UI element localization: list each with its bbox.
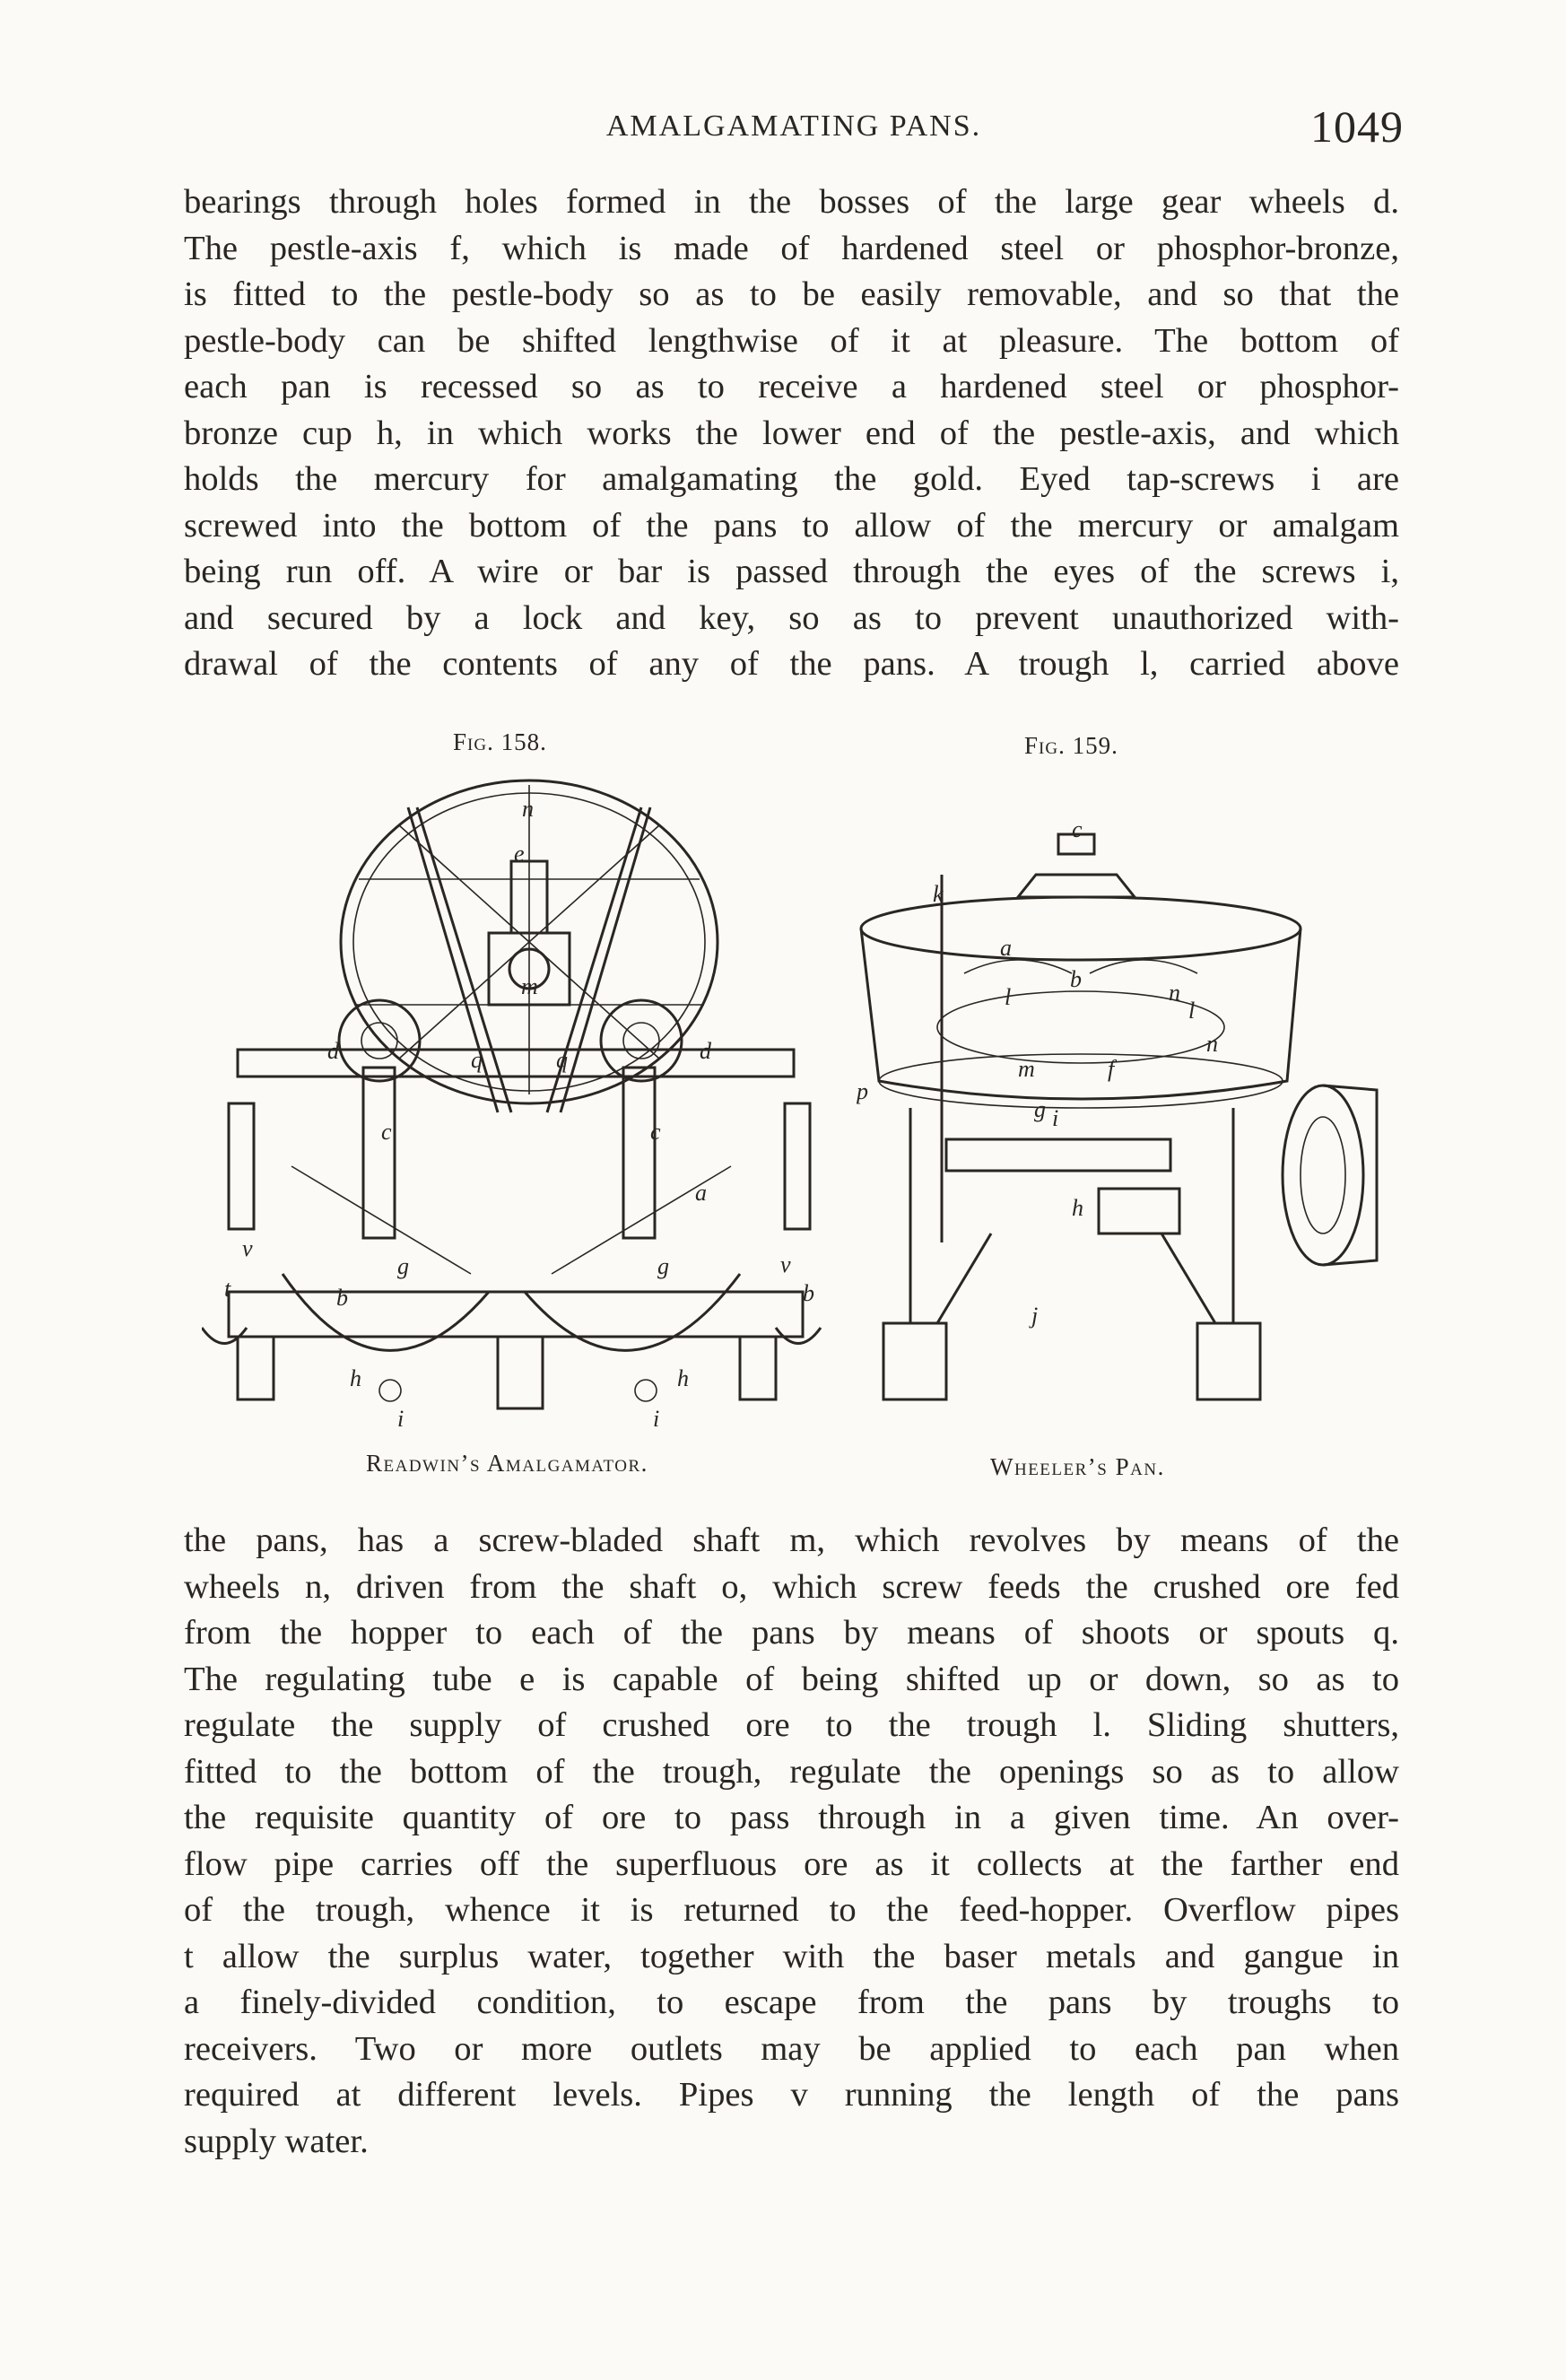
text-line: supply water.	[184, 2122, 369, 2160]
fig-label-letter: q	[471, 1047, 483, 1073]
text-line: screwed into the bottom of the pans to allow of the mercury or amalgam	[184, 506, 1399, 545]
text-line: fitted to the bottom of the trough, regulate the openings so as to allow	[184, 1752, 1399, 1791]
fig-label-letter: l	[1005, 984, 1012, 1010]
fig-label-letter: b	[803, 1280, 814, 1306]
fig-label-letter: b	[1070, 966, 1082, 992]
fig-label-letter: c	[650, 1119, 661, 1145]
text-line: receivers. Two or more outlets may be applied to each pan when	[184, 2029, 1399, 2068]
fig-label-letter: t	[224, 1276, 231, 1302]
fig-158-label: Fig. 158.	[453, 728, 547, 755]
fig-label-letter: i	[397, 1406, 405, 1432]
fig-label-letter: q	[556, 1047, 568, 1073]
fig-label-letter: g	[397, 1253, 409, 1279]
paragraph-top	[184, 179, 1399, 688]
fig-label-letter: b	[336, 1285, 348, 1311]
fig-label-letter: g	[657, 1253, 669, 1279]
fig-label-letter: v	[242, 1235, 253, 1261]
text-line: from the hopper to each of the pans by means of shoots or spouts q.	[184, 1614, 1399, 1652]
fig-label-letter: h	[350, 1365, 361, 1391]
text-line: drawal of the contents of any of the pans. A trough l, carried above	[184, 645, 1399, 683]
fig-label-letter: m	[1018, 1056, 1035, 1082]
fig-label-letter: v	[780, 1251, 791, 1277]
fig-label-letter: h	[1072, 1195, 1083, 1221]
text-line: regulate the supply of crushed ore to the trough l. Sliding shutters,	[184, 1706, 1399, 1744]
fig-159-label: Fig. 159.	[1024, 732, 1118, 759]
fig-label-letter: i	[653, 1406, 660, 1432]
fig-158-caption: Readwin’s Amalgamator.	[366, 1450, 648, 1477]
fig-label-letter: f	[1108, 1056, 1115, 1082]
text-line: The pestle-axis f, which is made of hardened steel or phosphor-bronze,	[184, 229, 1399, 267]
text-line: t allow the surplus water, together with the baser metals and gangue in	[184, 1937, 1399, 1975]
fig-159-caption: Wheeler’s Pan.	[990, 1453, 1165, 1480]
paragraph-bottom	[184, 1518, 1399, 2165]
fig-label-letter: i	[1052, 1105, 1059, 1131]
fig-label-letter: j	[1031, 1303, 1039, 1329]
text-line: and secured by a lock and key, so as to prevent unauthorized with-	[184, 598, 1399, 637]
text-line: each pan is recessed so as to receive a hardened steel or phosphor-	[184, 368, 1399, 405]
fig-label-letter: c	[1072, 821, 1083, 842]
fig-159-drawing	[857, 821, 1386, 1413]
running-title: AMALGAMATING PANS.	[605, 109, 982, 143]
page-number: 1049	[1310, 101, 1404, 152]
fig-label-letter: h	[677, 1365, 689, 1391]
text-line: a finely-divided condition, to escape from the pans by troughs to	[184, 1983, 1399, 2021]
text-line: pestle-body can be shifted lengthwise of it at pleasure. The bottom of	[184, 321, 1399, 360]
fig-label-letter: n	[1169, 980, 1180, 1006]
fig-label-letter: g	[1034, 1096, 1046, 1122]
text-line: is fitted to the pestle-body so as to be easily removable, and so that the	[184, 275, 1399, 313]
fig-label-letter: a	[1000, 935, 1012, 961]
fig-158-drawing	[202, 772, 839, 1435]
text-line: wheels n, driven from the shaft o, which screw feeds the crushed ore fed	[184, 1567, 1399, 1606]
fig-label-letter: p	[857, 1078, 868, 1104]
fig-label-letter: n	[1206, 1031, 1218, 1057]
fig-label-letter: m	[521, 973, 538, 999]
page-header	[184, 100, 1404, 154]
text-line: being run off. A wire or bar is passed through the eyes of the screws i,	[184, 553, 1399, 590]
text-line: bronze cup h, in which works the lower end of the pestle-axis, and which	[184, 414, 1399, 452]
fig-label-letter: c	[381, 1119, 392, 1145]
text-line: The regulating tube e is capable of being shifted up or down, so as to	[184, 1660, 1399, 1698]
fig-label-letter: d	[327, 1038, 339, 1064]
text-line: bearings through holes formed in the bosses of the large gear wheels d.	[184, 183, 1399, 221]
text-line: flow pipe carries off the superfluous ore as it collects at the farther end	[184, 1844, 1399, 1883]
text-line: holds the mercury for amalgamating the gold. Eyed tap-screws i are	[184, 460, 1399, 498]
text-line: required at different levels. Pipes v running the length of the pans	[184, 2076, 1399, 2114]
fig-label-letter: k	[933, 881, 944, 907]
text-line: the pans, has a screw-bladed shaft m, which revolves by means of the	[184, 1521, 1399, 1559]
fig-label-letter: n	[522, 796, 534, 822]
fig-label-letter: l	[1188, 998, 1196, 1024]
fig-label-letter: e	[514, 841, 525, 867]
text-line: the requisite quantity of ore to pass through in a given time. An over-	[184, 1799, 1399, 1836]
text-line: of the trough, whence it is returned to the feed-hopper. Overflow pipes	[184, 1891, 1399, 1929]
fig-label-letter: a	[695, 1180, 707, 1206]
fig-label-letter: d	[700, 1038, 711, 1064]
